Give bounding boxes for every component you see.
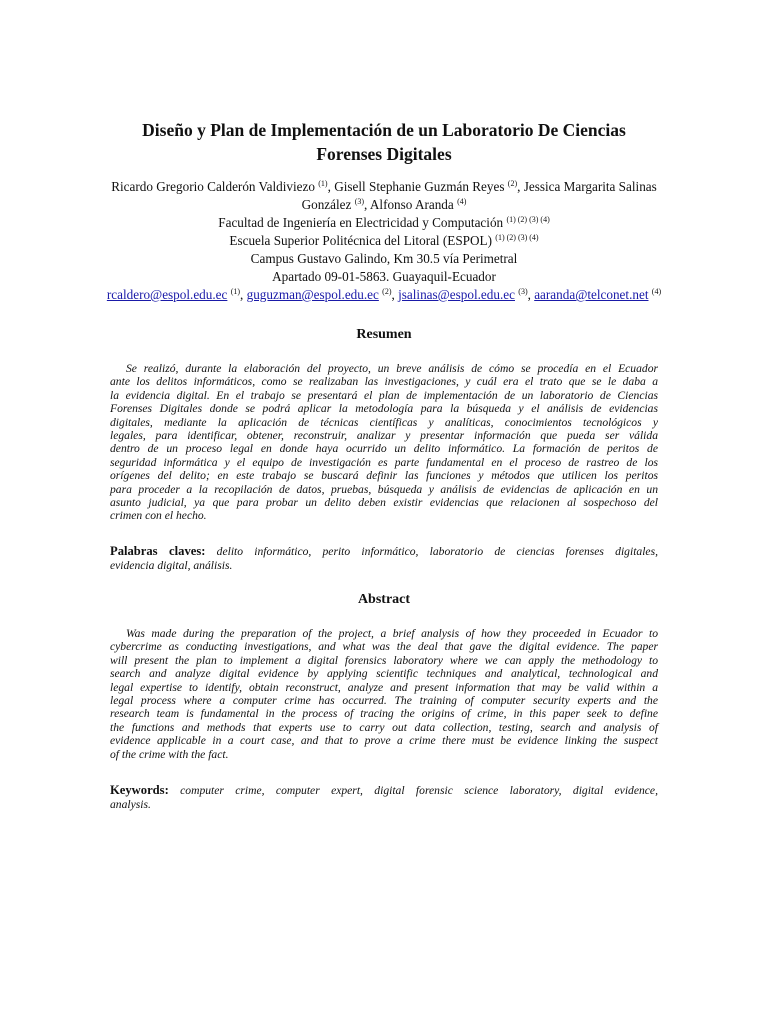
abstract-line: will present the plan to implement a digital forensics laboratory where we can apply the methodology to bbox=[110, 653, 658, 667]
email-separator: , bbox=[391, 287, 399, 302]
abstract-line: search and analyze digital evidence by applying scientific techniques and analytical, technological and bbox=[110, 667, 658, 681]
email-separator: , bbox=[240, 287, 247, 302]
authors-line-2 bbox=[105, 196, 663, 214]
resumen-heading: Resumen bbox=[356, 327, 412, 342]
resumen-line: digitales, mediante la aplicación de técnicas científicas y analíticas, conocimientos tecnológicos y bbox=[110, 415, 658, 429]
abstract-line: evidence applicable in a court case, and that to prove a crime there must be evidence linking the suspect bbox=[110, 734, 658, 748]
email-4-affiliation: (4) bbox=[651, 287, 662, 296]
school-name: Escuela Superior Politécnica del Litoral (ESPOL) bbox=[229, 233, 492, 248]
abstract-body bbox=[110, 627, 658, 761]
email-link-3[interactable]: jsalinas@espol.edu.ec bbox=[398, 287, 515, 302]
resumen-line: la evidencia digital. En el trabajo se presentará el plan de implementación de un laboratorio de Ciencias bbox=[110, 388, 658, 402]
author-4: , Alfonso Aranda bbox=[364, 197, 454, 212]
email-separator: , bbox=[527, 287, 535, 302]
abstract-line: of the crime with the fact. bbox=[110, 747, 229, 761]
author-1-affiliation: (1) bbox=[318, 179, 328, 188]
resumen-line: para proceder a la recopilación de datos, pruebas, búsqueda y análisis de evidencias de aplicación en un bbox=[110, 482, 658, 496]
resumen-line: ante los delitos informáticos, como se realizaban las investigaciones, y cuál era el trato que se le daba a bbox=[110, 375, 658, 389]
authors-line-1 bbox=[105, 178, 663, 196]
resumen-line: dentro de un proceso legal en donde haya ocurrido un delito informático. La formación de peritos de bbox=[110, 442, 658, 456]
email-3-affiliation: (3) bbox=[518, 287, 528, 296]
resumen-line: asunto judicial, ya que para probar un delito deben existir evidencias que relacionen al sospechoso del bbox=[110, 496, 658, 510]
keywords-line-1 bbox=[110, 783, 658, 798]
abstract-line: research team is fundamental in the process of tracing the origins of crime, in this paper seek to define bbox=[110, 707, 658, 721]
author-3: , Jessica Margarita Salinas bbox=[517, 179, 657, 194]
palabras-claves bbox=[110, 544, 658, 573]
author-1: Ricardo Gregorio Calderón Valdiviezo bbox=[111, 179, 315, 194]
author-3-affiliation: (3) bbox=[354, 197, 365, 206]
faculty-name: Facultad de Ingeniería en Electricidad y Computación bbox=[218, 215, 504, 230]
abstract-line: Was made during the preparation of the project, a brief analysis of how they proceeded in Ecuador to bbox=[126, 627, 658, 640]
school-line bbox=[105, 232, 663, 250]
email-link-4[interactable]: aaranda@telconet.net bbox=[534, 287, 649, 302]
title-line-2: Forenses Digitales bbox=[316, 144, 452, 164]
email-link-2[interactable]: guguzman@espol.edu.ec bbox=[246, 287, 379, 302]
keywords bbox=[110, 783, 658, 812]
keywords-text-2: analysis. bbox=[110, 798, 151, 811]
apartado-line: Apartado 09-01-5863. Guayaquil-Ecuador bbox=[272, 269, 496, 284]
resumen-line: Forenses Digitales donde se podrá aplicar la metodología para la búsqueda y el análisis de evidencias bbox=[110, 402, 658, 416]
palabras-claves-label: Palabras claves: bbox=[110, 544, 206, 558]
palabras-claves-line-1 bbox=[110, 544, 658, 559]
resumen-line: orígenes del delito; en este trabajo se buscará definir las funciones y métodos que utilicen los peritos bbox=[110, 469, 658, 483]
abstract-line: the functions and methods that experts use to carry out data collection, testing, search and analysis of bbox=[110, 720, 658, 734]
author-2-affiliation: (2) bbox=[507, 179, 518, 188]
faculty-affiliations: (1) (2) (3) (4) bbox=[506, 215, 550, 224]
palabras-claves-text-2: evidencia digital, análisis. bbox=[110, 559, 233, 572]
keywords-text-1: computer crime, computer expert, digital forensic science laboratory, digital evidence, bbox=[180, 784, 658, 797]
email-2-affiliation: (2) bbox=[382, 287, 392, 296]
resumen-line: seguridad informática y el equipo de investigación es parte fundamental en el proceso de rastreo de los bbox=[110, 455, 658, 469]
school-affiliations: (1) (2) (3) (4) bbox=[495, 233, 539, 242]
resumen-line: Se realizó, durante la elaboración del proyecto, un breve análisis de cómo se procedía en el Ecuador bbox=[126, 362, 658, 375]
abstract-line: cybercrime as conducting investigations, and what was the deal that gave the digital evidence. The paper bbox=[110, 640, 658, 654]
resumen-line: legales, para identificar, obtener, reconstruir, analizar y presentar información que pueda ser válida bbox=[110, 429, 658, 443]
emails-line bbox=[105, 286, 663, 304]
resumen-body bbox=[110, 362, 658, 523]
abstract-line: legal expertise to identify, obtain reconstruct, analyze and present information that may be valid within a bbox=[110, 680, 658, 694]
email-1-affiliation: (1) bbox=[230, 287, 241, 296]
keywords-label: Keywords: bbox=[110, 783, 169, 797]
author-3-surname: González bbox=[301, 197, 352, 212]
email-link-1[interactable]: rcaldero@espol.edu.ec bbox=[106, 287, 228, 302]
author-block bbox=[105, 178, 663, 304]
faculty-line bbox=[105, 214, 663, 232]
palabras-claves-text-1: delito informático, perito informático, laboratorio de ciencias forenses digitales, bbox=[216, 545, 658, 558]
resumen-line: crimen con el hecho. bbox=[110, 509, 207, 523]
author-2: , Gisell Stephanie Guzmán Reyes bbox=[327, 179, 505, 194]
paper-title bbox=[100, 118, 668, 166]
abstract-line: legal process where a computer crime has occurred. The training of computer security experts and the bbox=[110, 694, 658, 708]
campus-line: Campus Gustavo Galindo, Km 30.5 vía Perimetral bbox=[250, 251, 518, 266]
abstract-heading: Abstract bbox=[357, 592, 411, 607]
title-line-1: Diseño y Plan de Implementación de un Laboratorio De Ciencias bbox=[142, 120, 626, 140]
author-4-affiliation: (4) bbox=[457, 197, 467, 206]
